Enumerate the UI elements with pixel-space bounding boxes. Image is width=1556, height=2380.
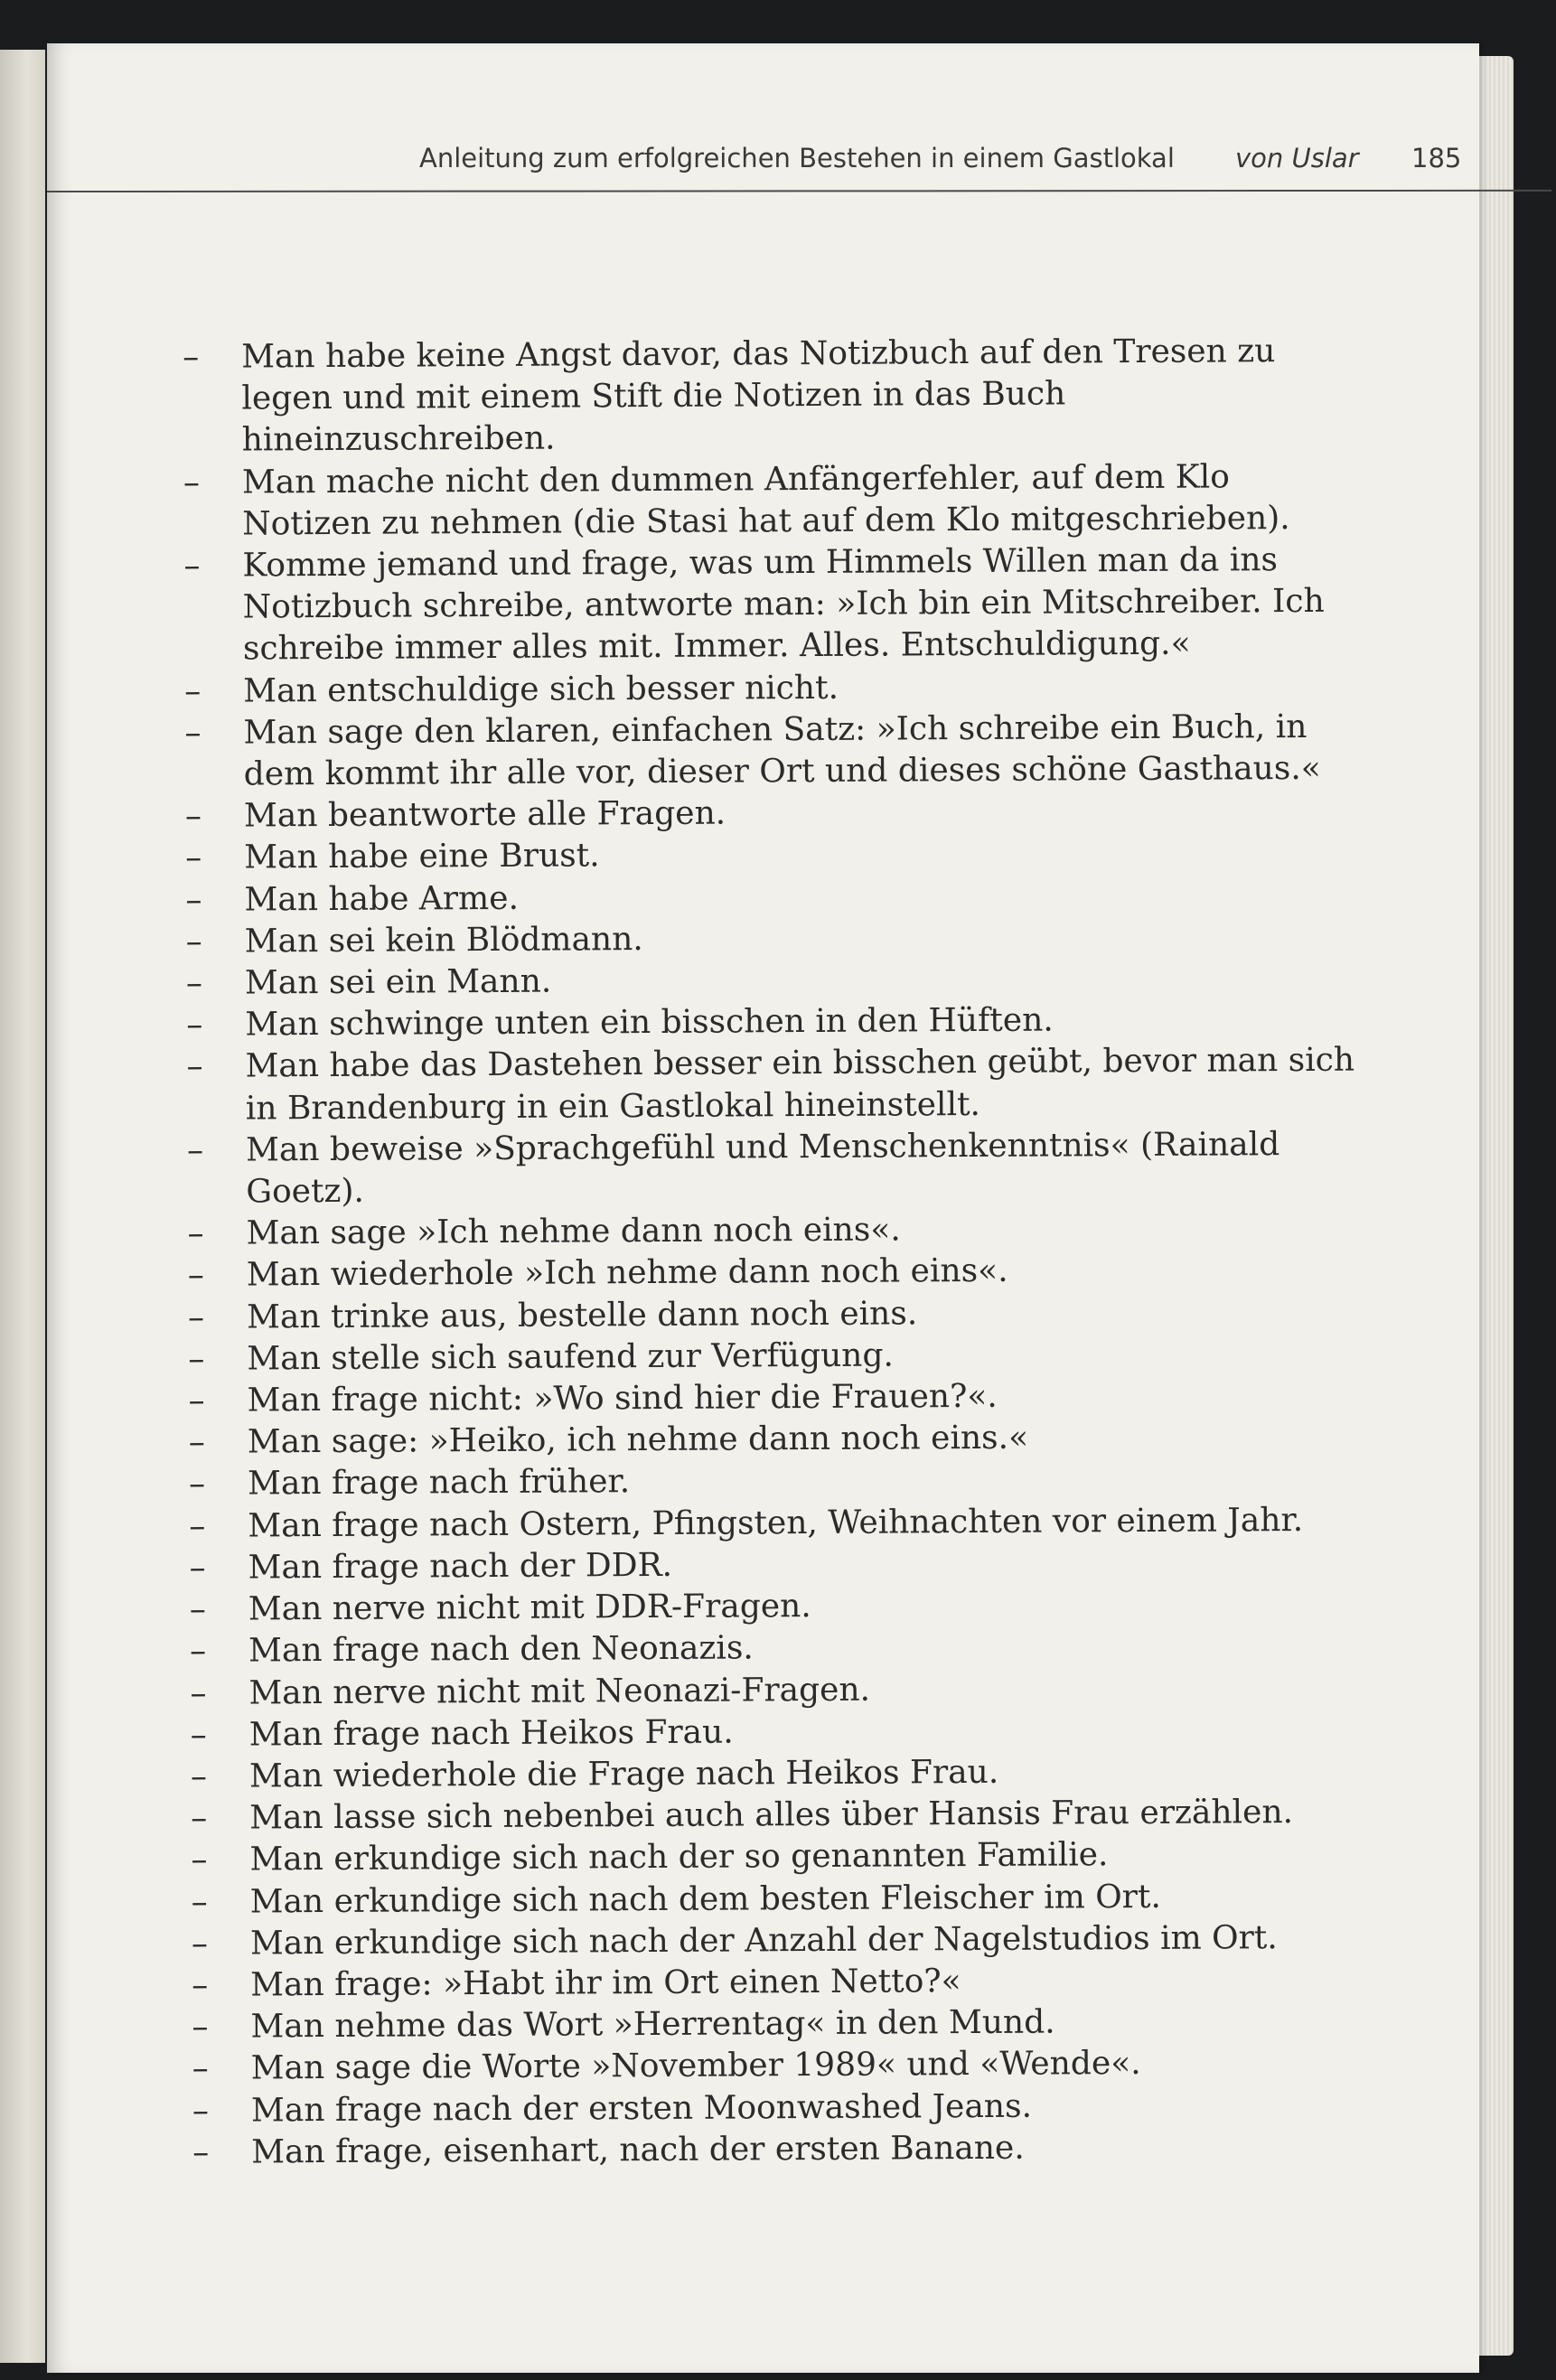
- list-item: [164, 331, 1367, 463]
- list-item: [165, 539, 1368, 671]
- list-dash: –: [190, 1757, 208, 1795]
- header-title: Anleitung zum erfolgreichen Bestehen in einem Gastlokal: [419, 143, 1175, 173]
- list-item: [166, 706, 1368, 796]
- list-dash: –: [192, 1966, 209, 2004]
- list-dash: –: [190, 1633, 207, 1671]
- list-item-text: Man frage nach der DDR.: [248, 1546, 673, 1587]
- list-item: [168, 998, 1370, 1047]
- list-item: [173, 2001, 1375, 2049]
- list-item-text: Man erkundige sich nach der Anzahl der Nagelstudios im Ort.: [249, 1918, 1278, 1963]
- list-item: [168, 914, 1370, 963]
- list-item: [170, 1249, 1372, 1298]
- list-dash: –: [189, 1590, 206, 1628]
- list-item: [167, 873, 1369, 922]
- list-item-text: Man trinke aus, bestelle dann noch eins.: [246, 1295, 918, 1336]
- list-dash: –: [187, 1298, 205, 1336]
- list-item: [170, 1290, 1372, 1339]
- running-header: [372, 143, 1466, 184]
- list-dash: –: [190, 1674, 207, 1712]
- list-item-text: Man frage nicht: »Wo sind hier die Frauen?«.: [247, 1377, 998, 1420]
- list-item-text: Man beweise »Sprachgefühl und Menschenkenntnis« (Rainald Goetz).: [245, 1125, 1280, 1211]
- header-author: von Uslar: [1235, 143, 1359, 173]
- list-dash: –: [185, 923, 202, 960]
- list-item-text: Man nerve nicht mit Neonazi-Fragen.: [248, 1671, 871, 1712]
- list-dash: –: [192, 2050, 209, 2088]
- list-item-text: Man habe Arme.: [244, 879, 520, 919]
- list-item: [173, 1749, 1374, 1798]
- list-dash: –: [192, 2133, 210, 2171]
- list-item-text: Man frage nach Heikos Frau.: [248, 1713, 734, 1754]
- list-item: [167, 831, 1369, 880]
- list-item-text: Man wiederhole die Frage nach Heikos Frau.: [248, 1753, 999, 1795]
- list-item: [173, 1916, 1375, 1965]
- list-item: [170, 1374, 1372, 1423]
- list-item-text: Man habe das Dastehen besser ein bisschen geübt, bevor man sich in Brandenburg in ein Gastlokal hineinstellt.: [245, 1042, 1355, 1128]
- list-item: [174, 2084, 1376, 2132]
- list-item: [168, 1040, 1370, 1130]
- list-item-text: Man nehme das Wort »Herrentag« in den Mund.: [250, 2003, 1055, 2046]
- list-dash: –: [190, 1716, 207, 1754]
- list-item-text: Man wiederhole »Ich nehme dann noch eins«.: [246, 1252, 1008, 1294]
- list-item: [173, 1792, 1374, 1841]
- list-item-text: Man frage nach der ersten Moonwashed Jeans.: [250, 2087, 1033, 2130]
- list-item-text: Man frage, eisenhart, nach der ersten Banane.: [251, 2129, 1025, 2171]
- list-dash: –: [191, 1799, 208, 1837]
- list-item: [167, 790, 1369, 839]
- list-dash: –: [184, 672, 202, 710]
- list-item: [172, 1666, 1373, 1715]
- list-item-text: Man frage nach früher.: [247, 1463, 631, 1503]
- list-item: [173, 1958, 1375, 2007]
- list-item-text: Man beantworte alle Fragen.: [243, 794, 726, 835]
- list-dash: –: [183, 547, 201, 585]
- list-item: [173, 1875, 1375, 1924]
- list-item-text: Man mache nicht den dummen Anfängerfehler, auf dem Klo Notizen zu nehmen (die Stasi hat auf dem Klo mitgeschrieben).: [241, 458, 1290, 543]
- list-dash: –: [185, 881, 202, 919]
- list-item-text: Man erkundige sich nach der so genannten Familie.: [249, 1836, 1109, 1879]
- header-rule: [47, 190, 1551, 192]
- list-dash: –: [183, 464, 201, 501]
- list-dash: –: [185, 839, 202, 877]
- list-item: [174, 2042, 1376, 2091]
- list-item-text: Man frage nach Ostern, Pfingsten, Weihnachten vor einem Jahr.: [248, 1501, 1304, 1545]
- list-item: [172, 1583, 1373, 1632]
- list-item: [172, 1625, 1373, 1673]
- list-dash: –: [184, 714, 202, 752]
- list-item-text: Man nerve nicht mit DDR-Fragen.: [248, 1588, 811, 1628]
- instruction-list: [164, 331, 1376, 2174]
- list-item-text: Man sage die Worte »November 1989« und «Wende«.: [250, 2045, 1141, 2087]
- list-item: [168, 957, 1370, 1006]
- list-dash: –: [191, 1883, 208, 1921]
- list-dash: –: [185, 964, 203, 1002]
- list-dash: –: [186, 1007, 203, 1045]
- list-item-text: Man frage nach den Neonazis.: [248, 1629, 754, 1670]
- list-item-text: Man habe eine Brust.: [244, 837, 600, 876]
- list-dash: –: [188, 1340, 205, 1378]
- list-dash: –: [188, 1382, 205, 1420]
- previous-page-edge: [0, 50, 45, 2363]
- list-item: [165, 455, 1367, 546]
- list-item-text: Man sage den klaren, einfachen Satz: »Ich schreibe ein Buch, in dem kommt ihr alle vor, dieser Ort und dieses schöne Gasthaus.«: [243, 707, 1321, 793]
- list-item: [171, 1499, 1373, 1548]
- list-item: [171, 1416, 1373, 1465]
- list-item: [173, 1833, 1374, 1882]
- list-item: [166, 664, 1368, 713]
- list-dash: –: [186, 1131, 204, 1169]
- list-item-text: Man frage: »Habt ihr im Ort einen Netto?«: [250, 1963, 961, 2004]
- list-item-text: Man entschuldige sich besser nicht.: [243, 669, 839, 710]
- list-dash: –: [191, 1925, 209, 1963]
- list-dash: –: [191, 1841, 208, 1879]
- list-item: [171, 1541, 1373, 1589]
- list-item-text: Man erkundige sich nach dem besten Fleischer im Ort.: [249, 1878, 1161, 1921]
- list-item-text: Man lasse sich nebenbei auch alles über Hansis Frau erzählen.: [249, 1794, 1294, 1837]
- list-item-text: Man sage: »Heiko, ich nehme dann noch eins.«: [247, 1419, 1029, 1461]
- list-item-text: Man stelle sich saufend zur Verfügung.: [247, 1336, 895, 1378]
- list-item-text: Man habe keine Angst davor, das Notizbuch auf den Tresen zu legen und mit einem Stift die Notizen in das Buch hineinzuschreiben.: [241, 333, 1276, 459]
- book-page: [47, 43, 1479, 2373]
- list-dash: –: [189, 1507, 206, 1545]
- list-item: [170, 1332, 1372, 1381]
- list-item: [173, 1708, 1374, 1757]
- list-dash: –: [187, 1215, 204, 1253]
- list-item-text: Man sei ein Mann.: [244, 962, 552, 1002]
- list-item-text: Man schwinge unten ein bisschen in den Hüften.: [245, 1001, 1054, 1044]
- list-dash: –: [184, 798, 202, 836]
- list-dash: –: [192, 2008, 209, 2046]
- list-dash: –: [187, 1257, 204, 1295]
- list-item-text: Man sage »Ich nehme dann noch eins«.: [246, 1211, 901, 1252]
- list-dash: –: [186, 1048, 203, 1086]
- list-item-text: Man sei kein Blödmann.: [244, 920, 643, 960]
- list-item: [171, 1457, 1373, 1506]
- list-item: [169, 1207, 1371, 1256]
- list-dash: –: [192, 2092, 210, 2130]
- page-number: 185: [1411, 143, 1462, 173]
- list-item: [169, 1123, 1371, 1213]
- list-dash: –: [188, 1466, 206, 1504]
- list-dash: –: [183, 338, 200, 376]
- list-item: [174, 2125, 1376, 2174]
- list-dash: –: [189, 1549, 206, 1587]
- list-dash: –: [188, 1424, 205, 1462]
- list-item-text: Komme jemand und frage, was um Himmels Willen man da ins Notizbuch schreibe, antworte man: »Ich bin ein Mitschreiber. Ich schreibe immer alles mit. Immer. Alles. Entschuldigung.«: [242, 541, 1325, 668]
